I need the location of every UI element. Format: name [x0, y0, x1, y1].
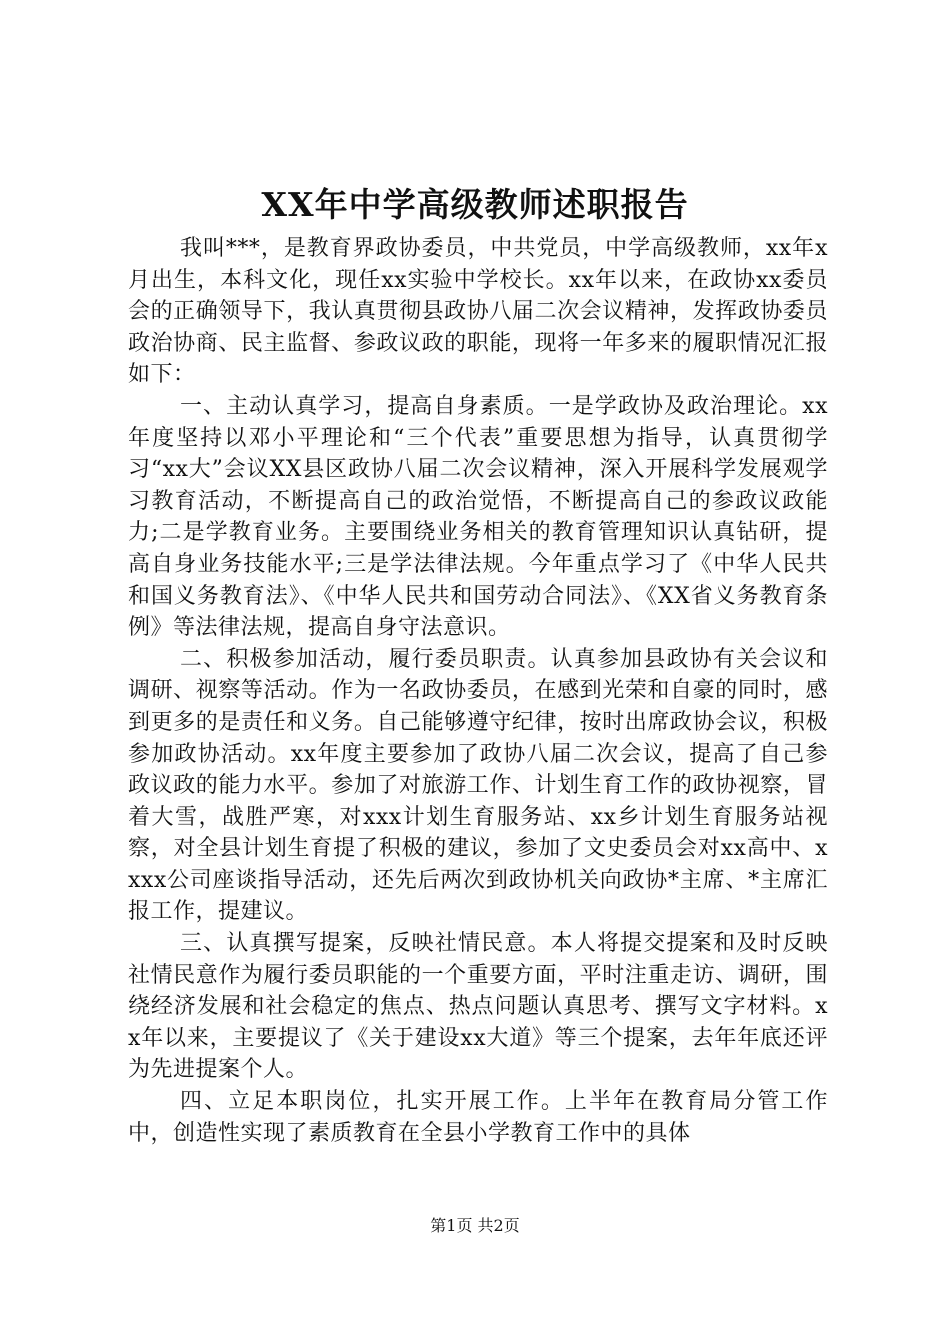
paragraph-section-4: 四、立足本职岗位，扎实开展工作。上半年在教育局分管工作中，创造性实现了素质教育在全县小学教育工作中的具体 [128, 1089, 828, 1146]
paragraph-section-1: 一、主动认真学习，提高自身素质。一是学政协及政治理论。xx年度坚持以邓小平理论和“三个代表”重要思想为指导，认真贯彻学习“xx大”会议XX县区政协八届二次会议精神，深入开展科学发展观学习教育活动，不断提高自己的政治觉悟，不断提高自己的参政议政能力;二是学教育业务。主要围绕业务相关的教育管理知识认真钻研，提高自身业务技能水平;三是学法律法规。今年重点学习了《中华人民共和国义务教育法》、《中华人民共和国劳动合同法》、《XX省义务教育条例》等法律法规，提高自身守法意识。 [128, 393, 828, 641]
paragraph-section-3: 三、认真撰写提案，反映社情民意。本人将提交提案和及时反映社情民意作为履行委员职能的一个重要方面，平时注重走访、调研，围绕经济发展和社会稳定的焦点、热点问题认真思考、撰写文字材料。xx年以来，主要提议了《关于建设xx大道》等三个提案，去年年底还评为先进提案个人。 [128, 931, 828, 1083]
paragraph-section-2: 二、积极参加活动，履行委员职责。认真参加县政协有关会议和调研、视察等活动。作为一名政协委员，在感到光荣和自豪的同时，感到更多的是责任和义务。自己能够遵守纪律，按时出席政协会议，积极参加政协活动。xx年度主要参加了政协八届二次会议，提高了自己参政议政的能力水平。参加了对旅游工作、计划生育工作的政协视察，冒着大雪，战胜严寒，对xxx计划生育服务站、xx乡计划生育服务站视察，对全县计划生育提了积极的建议，参加了文史委员会对xx高中、xxxx公司座谈指导活动，还先后两次到政协机关向政协*主席、*主席汇报工作，提建议。 [128, 646, 828, 925]
page-footer: 第1页 共2页 [430, 1216, 520, 1235]
document-body [128, 233, 828, 1149]
paragraph-intro: 我叫***，是教育界政协委员，中共党员，中学高级教师，xx年x月出生，本科文化，现任xx实验中学校长。xx年以来，在政协xx委员会的正确领导下，我认真贯彻县政协八届二次会议精神，发挥政协委员政治协商、民主监督、参政议政的职能，现将一年多来的履职情况汇报如下： [128, 236, 828, 388]
document-title: XX年中学高级教师述职报告 [261, 185, 689, 224]
